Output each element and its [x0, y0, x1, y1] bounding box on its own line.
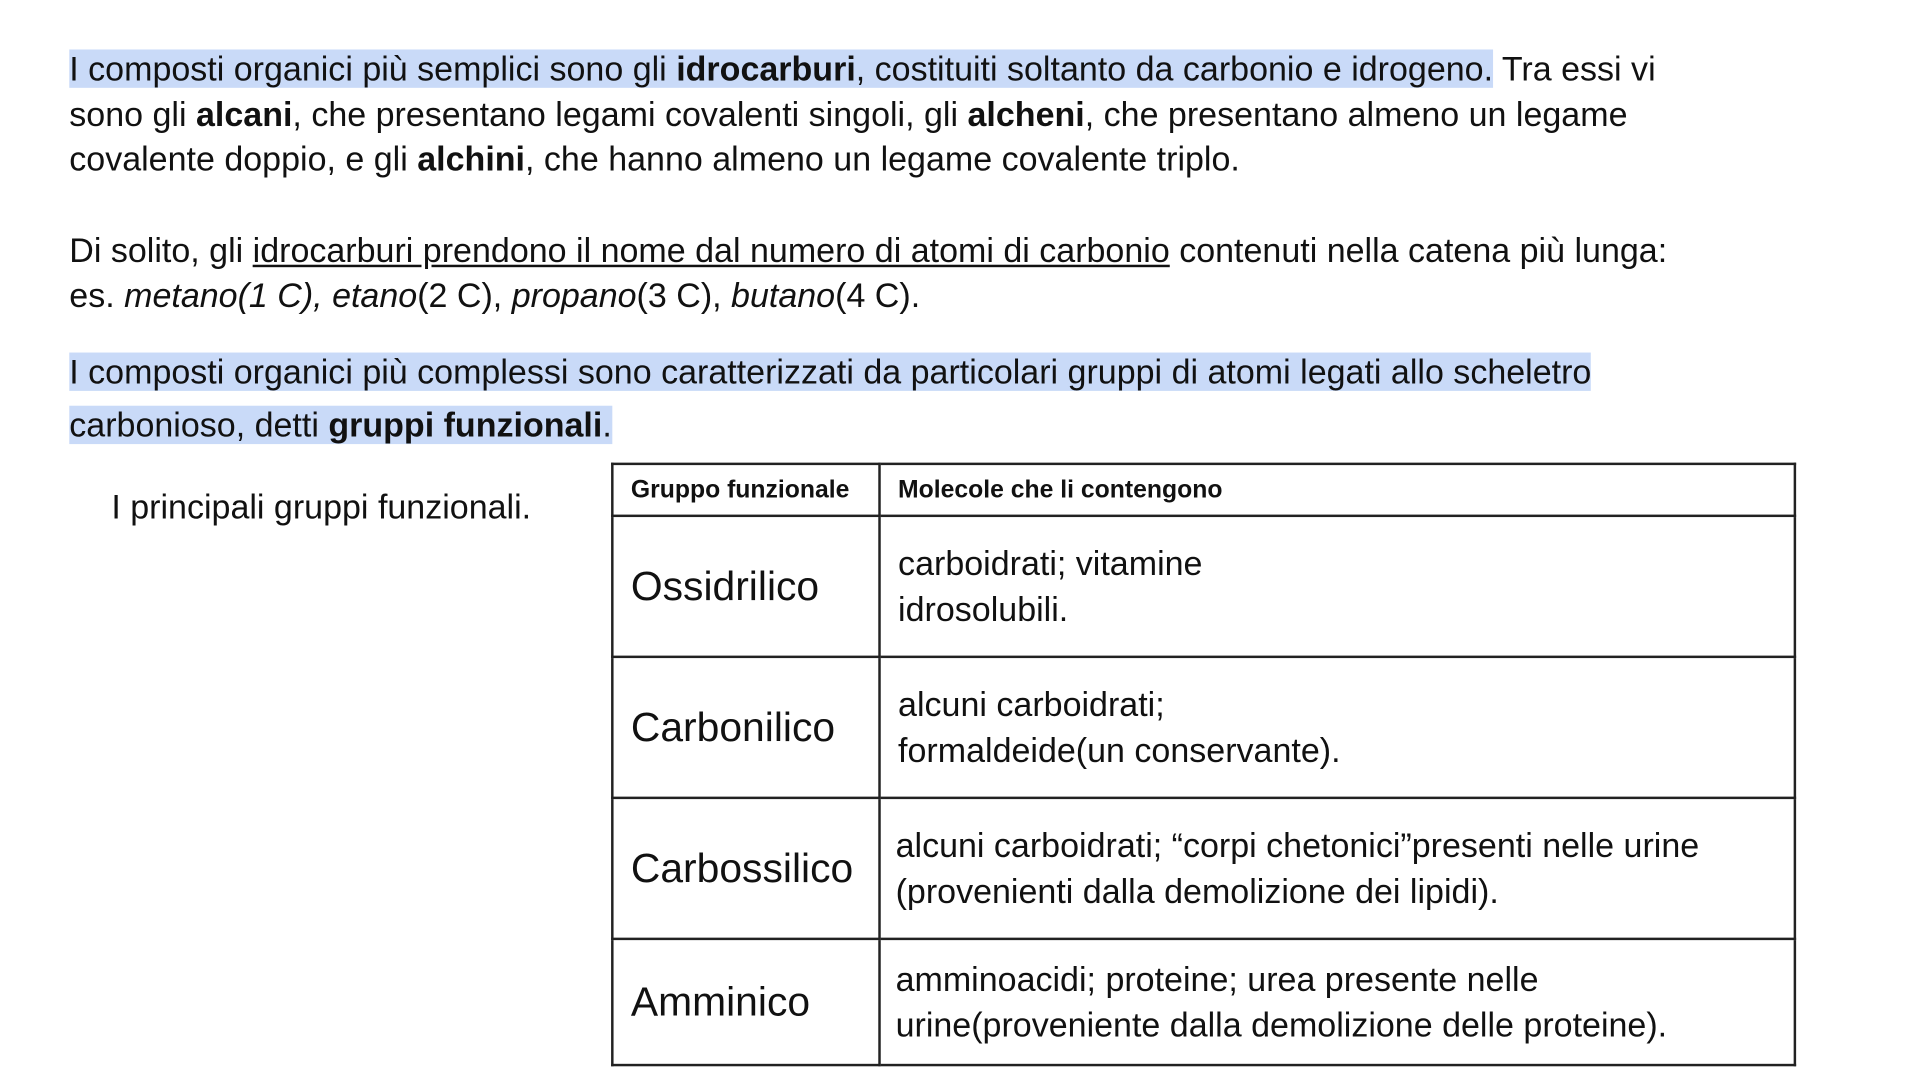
text: es. [69, 275, 125, 315]
bold-term: alchini [417, 139, 526, 179]
text: Tra essi vi [1493, 49, 1656, 88]
text: carboidrati; vitamine [898, 544, 1203, 583]
header-group: Gruppo funzionale [612, 464, 879, 516]
paragraph-1-line-2 [69, 95, 1627, 135]
text: alcuni carboidrati; [898, 685, 1165, 724]
table-row [612, 798, 1795, 939]
table-row [612, 939, 1795, 1065]
paragraph-2-line-1 [69, 231, 1667, 271]
header-molecules: Molecole che li contengono [880, 464, 1795, 516]
text: contenuti nella catena più lunga: [1169, 231, 1668, 270]
bold-term: alcheni [967, 95, 1085, 134]
text: urine(proveniente dalla demolizione delle proteine). [895, 1005, 1668, 1045]
table-header-row [612, 464, 1795, 516]
text: sono gli [69, 95, 196, 134]
text: (4 C). [835, 275, 921, 315]
table-row [612, 516, 1795, 657]
text: Di solito, gli [69, 231, 253, 270]
group-name: Carbossilico [612, 798, 879, 939]
bold-term: gruppi funzionali [328, 405, 603, 445]
text: (2 C), [417, 275, 512, 315]
text: I composti organici più semplici sono gli [69, 49, 677, 88]
text: (provenienti dalla demolizione dei lipidi). [895, 872, 1499, 911]
paragraph-1-line-3 [69, 140, 1240, 180]
group-name: Amminico [612, 939, 879, 1065]
text: , che presentano almeno un legame [1084, 95, 1628, 134]
text: , che presentano legami covalenti singoli, gli [292, 95, 968, 134]
paragraph-1-line-1 [69, 49, 1655, 89]
functional-groups-table [611, 463, 1796, 1067]
text: , costituiti soltanto da carbonio e idrogeno. [855, 49, 1494, 88]
text: carbonioso, detti [69, 405, 329, 445]
paragraph-3-line-2 [69, 402, 612, 449]
molecules-cell [880, 516, 1795, 657]
italic-text: propano [511, 275, 637, 315]
text: , che hanno almeno un legame covalente triplo. [525, 139, 1240, 179]
text: alcuni carboidrati; “corpi chetonici”presenti nelle urine [895, 826, 1700, 865]
text: amminoacidi; proteine; urea presente nelle [895, 959, 1539, 999]
text: formaldeide(un conservante). [898, 731, 1341, 770]
text: covalente doppio, e gli [69, 139, 418, 179]
text: . [602, 405, 612, 445]
group-name: Ossidrilico [612, 516, 879, 657]
paragraph-2-line-2 [69, 276, 920, 316]
bold-term: alcani [195, 95, 293, 134]
italic-text: metano(1 C), etano [124, 275, 418, 315]
text: idrosolubili. [898, 590, 1069, 629]
highlighted-text: I composti organici più complessi sono caratterizzati da particolari gruppi di atomi legati allo scheletro [69, 352, 1592, 391]
italic-text: butano [731, 275, 836, 315]
paragraph-3-line-1 [69, 349, 1591, 396]
table-caption: I principali gruppi funzionali. [111, 487, 532, 526]
underlined-text: idrocarburi prendono il nome dal numero di atomi di carbonio [252, 231, 1170, 270]
molecules-cell [880, 657, 1795, 798]
molecules-cell [880, 798, 1795, 939]
bold-term: idrocarburi [676, 49, 856, 88]
table-row [612, 657, 1795, 798]
group-name: Carbonilico [612, 657, 879, 798]
molecules-cell [880, 939, 1795, 1065]
text: (3 C), [636, 275, 732, 315]
